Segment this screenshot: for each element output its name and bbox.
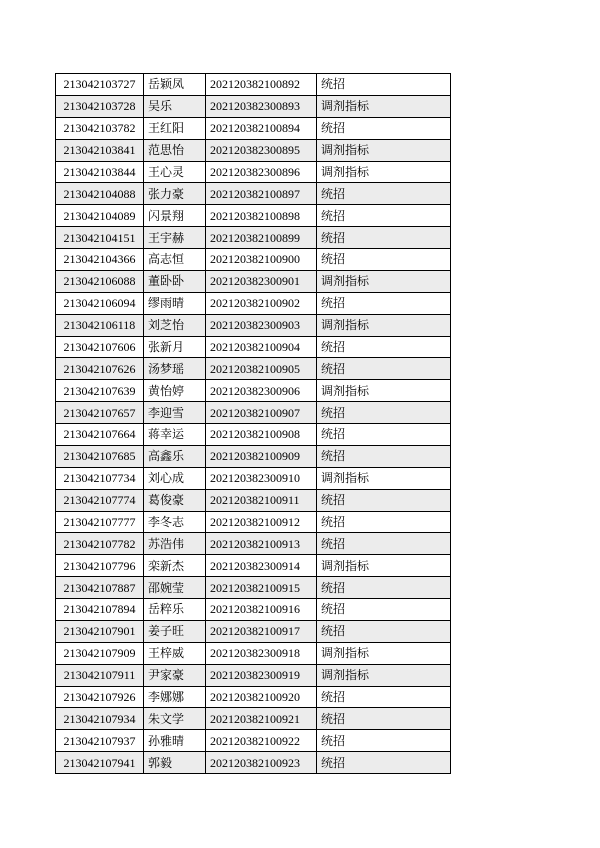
- table-row: [56, 183, 451, 205]
- admission-type-cell: 调剂指标: [317, 467, 451, 489]
- admission-type-cell: 统招: [317, 336, 451, 358]
- exam-id-cell: 213042107664: [56, 424, 144, 446]
- admission-type-cell: 调剂指标: [317, 555, 451, 577]
- exam-id-cell: 213042107774: [56, 489, 144, 511]
- table-row: [56, 358, 451, 380]
- admission-type-cell: 统招: [317, 599, 451, 621]
- table-row: [56, 292, 451, 314]
- admission-type-cell: 统招: [317, 533, 451, 555]
- student-name-cell: 郭毅: [144, 752, 206, 774]
- student-name-cell: 李娜娜: [144, 686, 206, 708]
- table-row: [56, 730, 451, 752]
- exam-id-cell: 213042107639: [56, 380, 144, 402]
- exam-id-cell: 213042107926: [56, 686, 144, 708]
- admission-type-cell: 统招: [317, 227, 451, 249]
- table-row: [56, 511, 451, 533]
- table-row: [56, 139, 451, 161]
- admission-number-cell: 202120382100892: [206, 74, 317, 96]
- exam-id-cell: 213042103782: [56, 117, 144, 139]
- student-name-cell: 王宇赫: [144, 227, 206, 249]
- table-row: [56, 555, 451, 577]
- exam-id-cell: 213042107894: [56, 599, 144, 621]
- admission-table: [55, 73, 451, 774]
- student-name-cell: 黄怡婷: [144, 380, 206, 402]
- admission-type-cell: 统招: [317, 402, 451, 424]
- admission-number-cell: 202120382100921: [206, 708, 317, 730]
- exam-id-cell: 213042107626: [56, 358, 144, 380]
- table-row: [56, 270, 451, 292]
- admission-number-cell: 202120382100916: [206, 599, 317, 621]
- exam-id-cell: 213042104089: [56, 205, 144, 227]
- exam-id-cell: 213042107911: [56, 664, 144, 686]
- student-name-cell: 王心灵: [144, 161, 206, 183]
- student-name-cell: 张新月: [144, 336, 206, 358]
- table-row: [56, 161, 451, 183]
- admission-type-cell: 统招: [317, 686, 451, 708]
- admission-number-cell: 202120382100899: [206, 227, 317, 249]
- exam-id-cell: 213042107887: [56, 577, 144, 599]
- student-name-cell: 董卧卧: [144, 270, 206, 292]
- exam-id-cell: 213042106094: [56, 292, 144, 314]
- admission-number-cell: 202120382300918: [206, 642, 317, 664]
- admission-number-cell: 202120382300903: [206, 314, 317, 336]
- table-row: [56, 752, 451, 774]
- exam-id-cell: 213042107777: [56, 511, 144, 533]
- student-name-cell: 范思怡: [144, 139, 206, 161]
- table-row: [56, 642, 451, 664]
- exam-id-cell: 213042103841: [56, 139, 144, 161]
- student-name-cell: 高鑫乐: [144, 445, 206, 467]
- student-name-cell: 李冬志: [144, 511, 206, 533]
- admission-type-cell: 统招: [317, 117, 451, 139]
- table-row: [56, 489, 451, 511]
- admission-number-cell: 202120382100911: [206, 489, 317, 511]
- student-name-cell: 孙雅晴: [144, 730, 206, 752]
- admission-type-cell: 统招: [317, 489, 451, 511]
- exam-id-cell: 213042107657: [56, 402, 144, 424]
- admission-table-body: [56, 74, 451, 774]
- student-name-cell: 缪雨晴: [144, 292, 206, 314]
- student-name-cell: 朱文学: [144, 708, 206, 730]
- admission-number-cell: 202120382100905: [206, 358, 317, 380]
- table-row: [56, 380, 451, 402]
- exam-id-cell: 213042104366: [56, 249, 144, 271]
- table-row: [56, 117, 451, 139]
- admission-type-cell: 统招: [317, 74, 451, 96]
- table-row: [56, 95, 451, 117]
- admission-type-cell: 调剂指标: [317, 642, 451, 664]
- admission-type-cell: 调剂指标: [317, 139, 451, 161]
- table-row: [56, 686, 451, 708]
- table-row: [56, 445, 451, 467]
- admission-number-cell: 202120382100915: [206, 577, 317, 599]
- exam-id-cell: 213042104088: [56, 183, 144, 205]
- admission-number-cell: 202120382300914: [206, 555, 317, 577]
- admission-type-cell: 统招: [317, 358, 451, 380]
- exam-id-cell: 213042107909: [56, 642, 144, 664]
- exam-id-cell: 213042107606: [56, 336, 144, 358]
- table-row: [56, 467, 451, 489]
- student-name-cell: 岳粹乐: [144, 599, 206, 621]
- table-row: [56, 577, 451, 599]
- exam-id-cell: 213042103844: [56, 161, 144, 183]
- exam-id-cell: 213042107934: [56, 708, 144, 730]
- admission-type-cell: 统招: [317, 577, 451, 599]
- student-name-cell: 王红阳: [144, 117, 206, 139]
- admission-number-cell: 202120382100922: [206, 730, 317, 752]
- admission-number-cell: 202120382100920: [206, 686, 317, 708]
- admission-type-cell: 调剂指标: [317, 161, 451, 183]
- table-row: [56, 402, 451, 424]
- student-name-cell: 张力豪: [144, 183, 206, 205]
- admission-type-cell: 调剂指标: [317, 95, 451, 117]
- student-name-cell: 苏浩伟: [144, 533, 206, 555]
- admission-type-cell: 调剂指标: [317, 664, 451, 686]
- admission-number-cell: 202120382300906: [206, 380, 317, 402]
- exam-id-cell: 213042106088: [56, 270, 144, 292]
- admission-type-cell: 统招: [317, 752, 451, 774]
- admission-type-cell: 统招: [317, 708, 451, 730]
- admission-number-cell: 202120382100894: [206, 117, 317, 139]
- table-row: [56, 424, 451, 446]
- exam-id-cell: 213042103727: [56, 74, 144, 96]
- exam-id-cell: 213042106118: [56, 314, 144, 336]
- admission-number-cell: 202120382100912: [206, 511, 317, 533]
- admission-number-cell: 202120382300901: [206, 270, 317, 292]
- admission-number-cell: 202120382100900: [206, 249, 317, 271]
- admission-number-cell: 202120382100913: [206, 533, 317, 555]
- student-name-cell: 高志恒: [144, 249, 206, 271]
- student-name-cell: 刘心成: [144, 467, 206, 489]
- admission-number-cell: 202120382100907: [206, 402, 317, 424]
- admission-number-cell: 202120382100904: [206, 336, 317, 358]
- admission-type-cell: 统招: [317, 292, 451, 314]
- table-row: [56, 249, 451, 271]
- admission-number-cell: 202120382100902: [206, 292, 317, 314]
- admission-type-cell: 调剂指标: [317, 270, 451, 292]
- student-name-cell: 蒋幸运: [144, 424, 206, 446]
- student-name-cell: 吴乐: [144, 95, 206, 117]
- exam-id-cell: 213042107796: [56, 555, 144, 577]
- admission-type-cell: 统招: [317, 620, 451, 642]
- admission-number-cell: 202120382300896: [206, 161, 317, 183]
- exam-id-cell: 213042103728: [56, 95, 144, 117]
- table-row: [56, 205, 451, 227]
- exam-id-cell: 213042104151: [56, 227, 144, 249]
- student-name-cell: 栾新杰: [144, 555, 206, 577]
- table-row: [56, 533, 451, 555]
- student-name-cell: 葛俊豪: [144, 489, 206, 511]
- student-name-cell: 李迎雪: [144, 402, 206, 424]
- admission-number-cell: 202120382100908: [206, 424, 317, 446]
- admission-type-cell: 调剂指标: [317, 380, 451, 402]
- exam-id-cell: 213042107937: [56, 730, 144, 752]
- admission-type-cell: 统招: [317, 424, 451, 446]
- admission-type-cell: 统招: [317, 249, 451, 271]
- table-row: [56, 664, 451, 686]
- admission-number-cell: 202120382300910: [206, 467, 317, 489]
- student-name-cell: 闪景翔: [144, 205, 206, 227]
- admission-number-cell: 202120382100917: [206, 620, 317, 642]
- admission-type-cell: 统招: [317, 730, 451, 752]
- table-row: [56, 620, 451, 642]
- admission-type-cell: 统招: [317, 205, 451, 227]
- admission-type-cell: 统招: [317, 445, 451, 467]
- table-row: [56, 74, 451, 96]
- admission-type-cell: 统招: [317, 511, 451, 533]
- exam-id-cell: 213042107901: [56, 620, 144, 642]
- student-name-cell: 王梓威: [144, 642, 206, 664]
- student-name-cell: 岳颖凤: [144, 74, 206, 96]
- table-row: [56, 314, 451, 336]
- admission-number-cell: 202120382300893: [206, 95, 317, 117]
- admission-number-cell: 202120382100898: [206, 205, 317, 227]
- table-row: [56, 227, 451, 249]
- admission-number-cell: 202120382300919: [206, 664, 317, 686]
- exam-id-cell: 213042107782: [56, 533, 144, 555]
- exam-id-cell: 213042107685: [56, 445, 144, 467]
- table-row: [56, 708, 451, 730]
- admission-type-cell: 调剂指标: [317, 314, 451, 336]
- admission-number-cell: 202120382100923: [206, 752, 317, 774]
- admission-type-cell: 统招: [317, 183, 451, 205]
- admission-number-cell: 202120382100897: [206, 183, 317, 205]
- admission-number-cell: 202120382300895: [206, 139, 317, 161]
- student-name-cell: 汤梦瑶: [144, 358, 206, 380]
- student-name-cell: 姜子旺: [144, 620, 206, 642]
- table-row: [56, 336, 451, 358]
- student-name-cell: 尹家豪: [144, 664, 206, 686]
- student-name-cell: 邵婉莹: [144, 577, 206, 599]
- table-row: [56, 599, 451, 621]
- exam-id-cell: 213042107941: [56, 752, 144, 774]
- student-name-cell: 刘芝怡: [144, 314, 206, 336]
- exam-id-cell: 213042107734: [56, 467, 144, 489]
- admission-number-cell: 202120382100909: [206, 445, 317, 467]
